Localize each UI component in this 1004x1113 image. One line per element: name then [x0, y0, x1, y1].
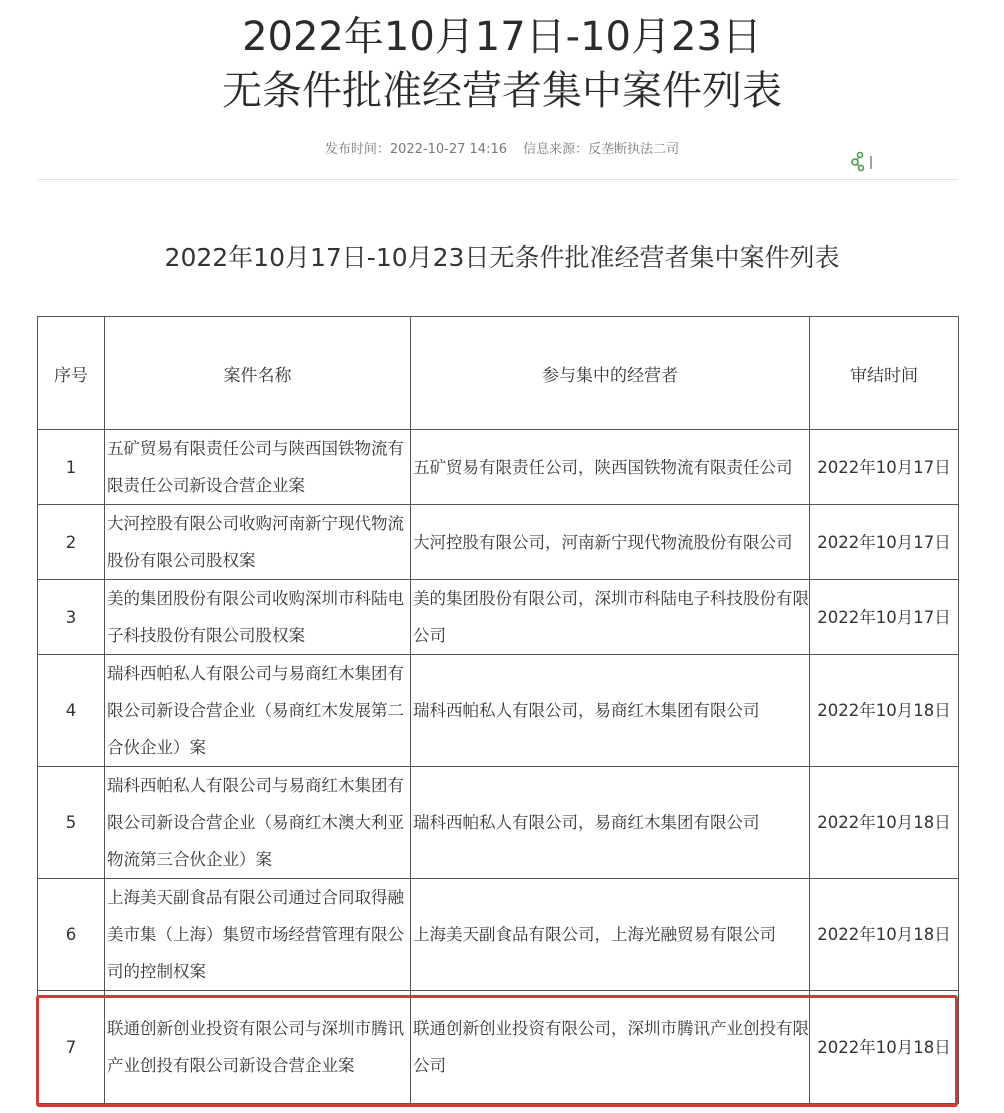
publish-time: 发布时间：2022-10-27 14:16 — [324, 142, 507, 157]
page-title-line1: 2022年10月17日-10月23日 — [242, 14, 762, 60]
cases-table — [37, 316, 959, 1104]
row-parties: 上海美天副食品有限公司，上海光融贸易有限公司 — [411, 879, 810, 991]
header-name: 案件名称 — [105, 317, 411, 430]
row-parties: 瑞科西帕私人有限公司，易商红木集团有限公司 — [411, 655, 810, 767]
row-date: 2022年10月18日 — [810, 655, 959, 767]
row-case-name: 联通创新创业投资有限公司与深圳市腾讯产业创投有限公司新设合营企业案 — [105, 991, 411, 1104]
row-no: 3 — [38, 580, 105, 655]
row-date: 2022年10月17日 — [810, 430, 959, 505]
share-icon[interactable] — [850, 150, 880, 174]
row-date: 2022年10月17日 — [810, 580, 959, 655]
header-no: 序号 — [38, 317, 105, 430]
row-date: 2022年10月18日 — [810, 991, 959, 1104]
header-parties: 参与集中的经营者 — [411, 317, 810, 430]
row-date: 2022年10月17日 — [810, 505, 959, 580]
row-date: 2022年10月18日 — [810, 767, 959, 879]
row-no: 7 — [38, 991, 105, 1104]
table-row — [38, 580, 959, 655]
row-case-name: 大河控股有限公司收购河南新宁现代物流股份有限公司股权案 — [105, 505, 411, 580]
page-title-line2: 无条件批准经营者集中案件列表 — [222, 68, 782, 114]
table-header-row — [38, 317, 959, 430]
row-parties: 联通创新创业投资有限公司，深圳市腾讯产业创投有限公司 — [411, 991, 810, 1104]
row-parties: 五矿贸易有限责任公司，陕西国铁物流有限责任公司 — [411, 430, 810, 505]
table-row — [38, 767, 959, 879]
table-title: 2022年10月17日-10月23日无条件批准经营者集中案件列表 — [164, 243, 840, 272]
row-date: 2022年10月18日 — [810, 879, 959, 991]
row-case-name: 瑞科西帕私人有限公司与易商红木集团有限公司新设合营企业（易商红木澳大利亚物流第三合伙企业）案 — [105, 767, 411, 879]
header-date: 审结时间 — [810, 317, 959, 430]
row-no: 6 — [38, 879, 105, 991]
table-row — [38, 430, 959, 505]
row-parties: 瑞科西帕私人有限公司，易商红木集团有限公司 — [411, 767, 810, 879]
row-case-name: 上海美天副食品有限公司通过合同取得融美市集（上海）集贸市场经营管理有限公司的控制权案 — [105, 879, 411, 991]
table-row — [38, 505, 959, 580]
row-parties: 大河控股有限公司，河南新宁现代物流股份有限公司 — [411, 505, 810, 580]
info-source: 信息来源：反垄断执法二司 — [523, 142, 680, 157]
table-row — [38, 879, 959, 991]
table-row — [38, 655, 959, 767]
row-parties: 美的集团股份有限公司，深圳市科陆电子科技股份有限公司 — [411, 580, 810, 655]
row-no: 2 — [38, 505, 105, 580]
row-no: 1 — [38, 430, 105, 505]
row-no: 5 — [38, 767, 105, 879]
row-no: 4 — [38, 655, 105, 767]
row-case-name: 美的集团股份有限公司收购深圳市科陆电子科技股份有限公司股权案 — [105, 580, 411, 655]
divider — [38, 179, 958, 180]
row-case-name: 五矿贸易有限责任公司与陕西国铁物流有限责任公司新设合营企业案 — [105, 430, 411, 505]
table-row-highlighted — [38, 991, 959, 1104]
row-case-name: 瑞科西帕私人有限公司与易商红木集团有限公司新设合营企业（易商红木发展第二合伙企业）案 — [105, 655, 411, 767]
